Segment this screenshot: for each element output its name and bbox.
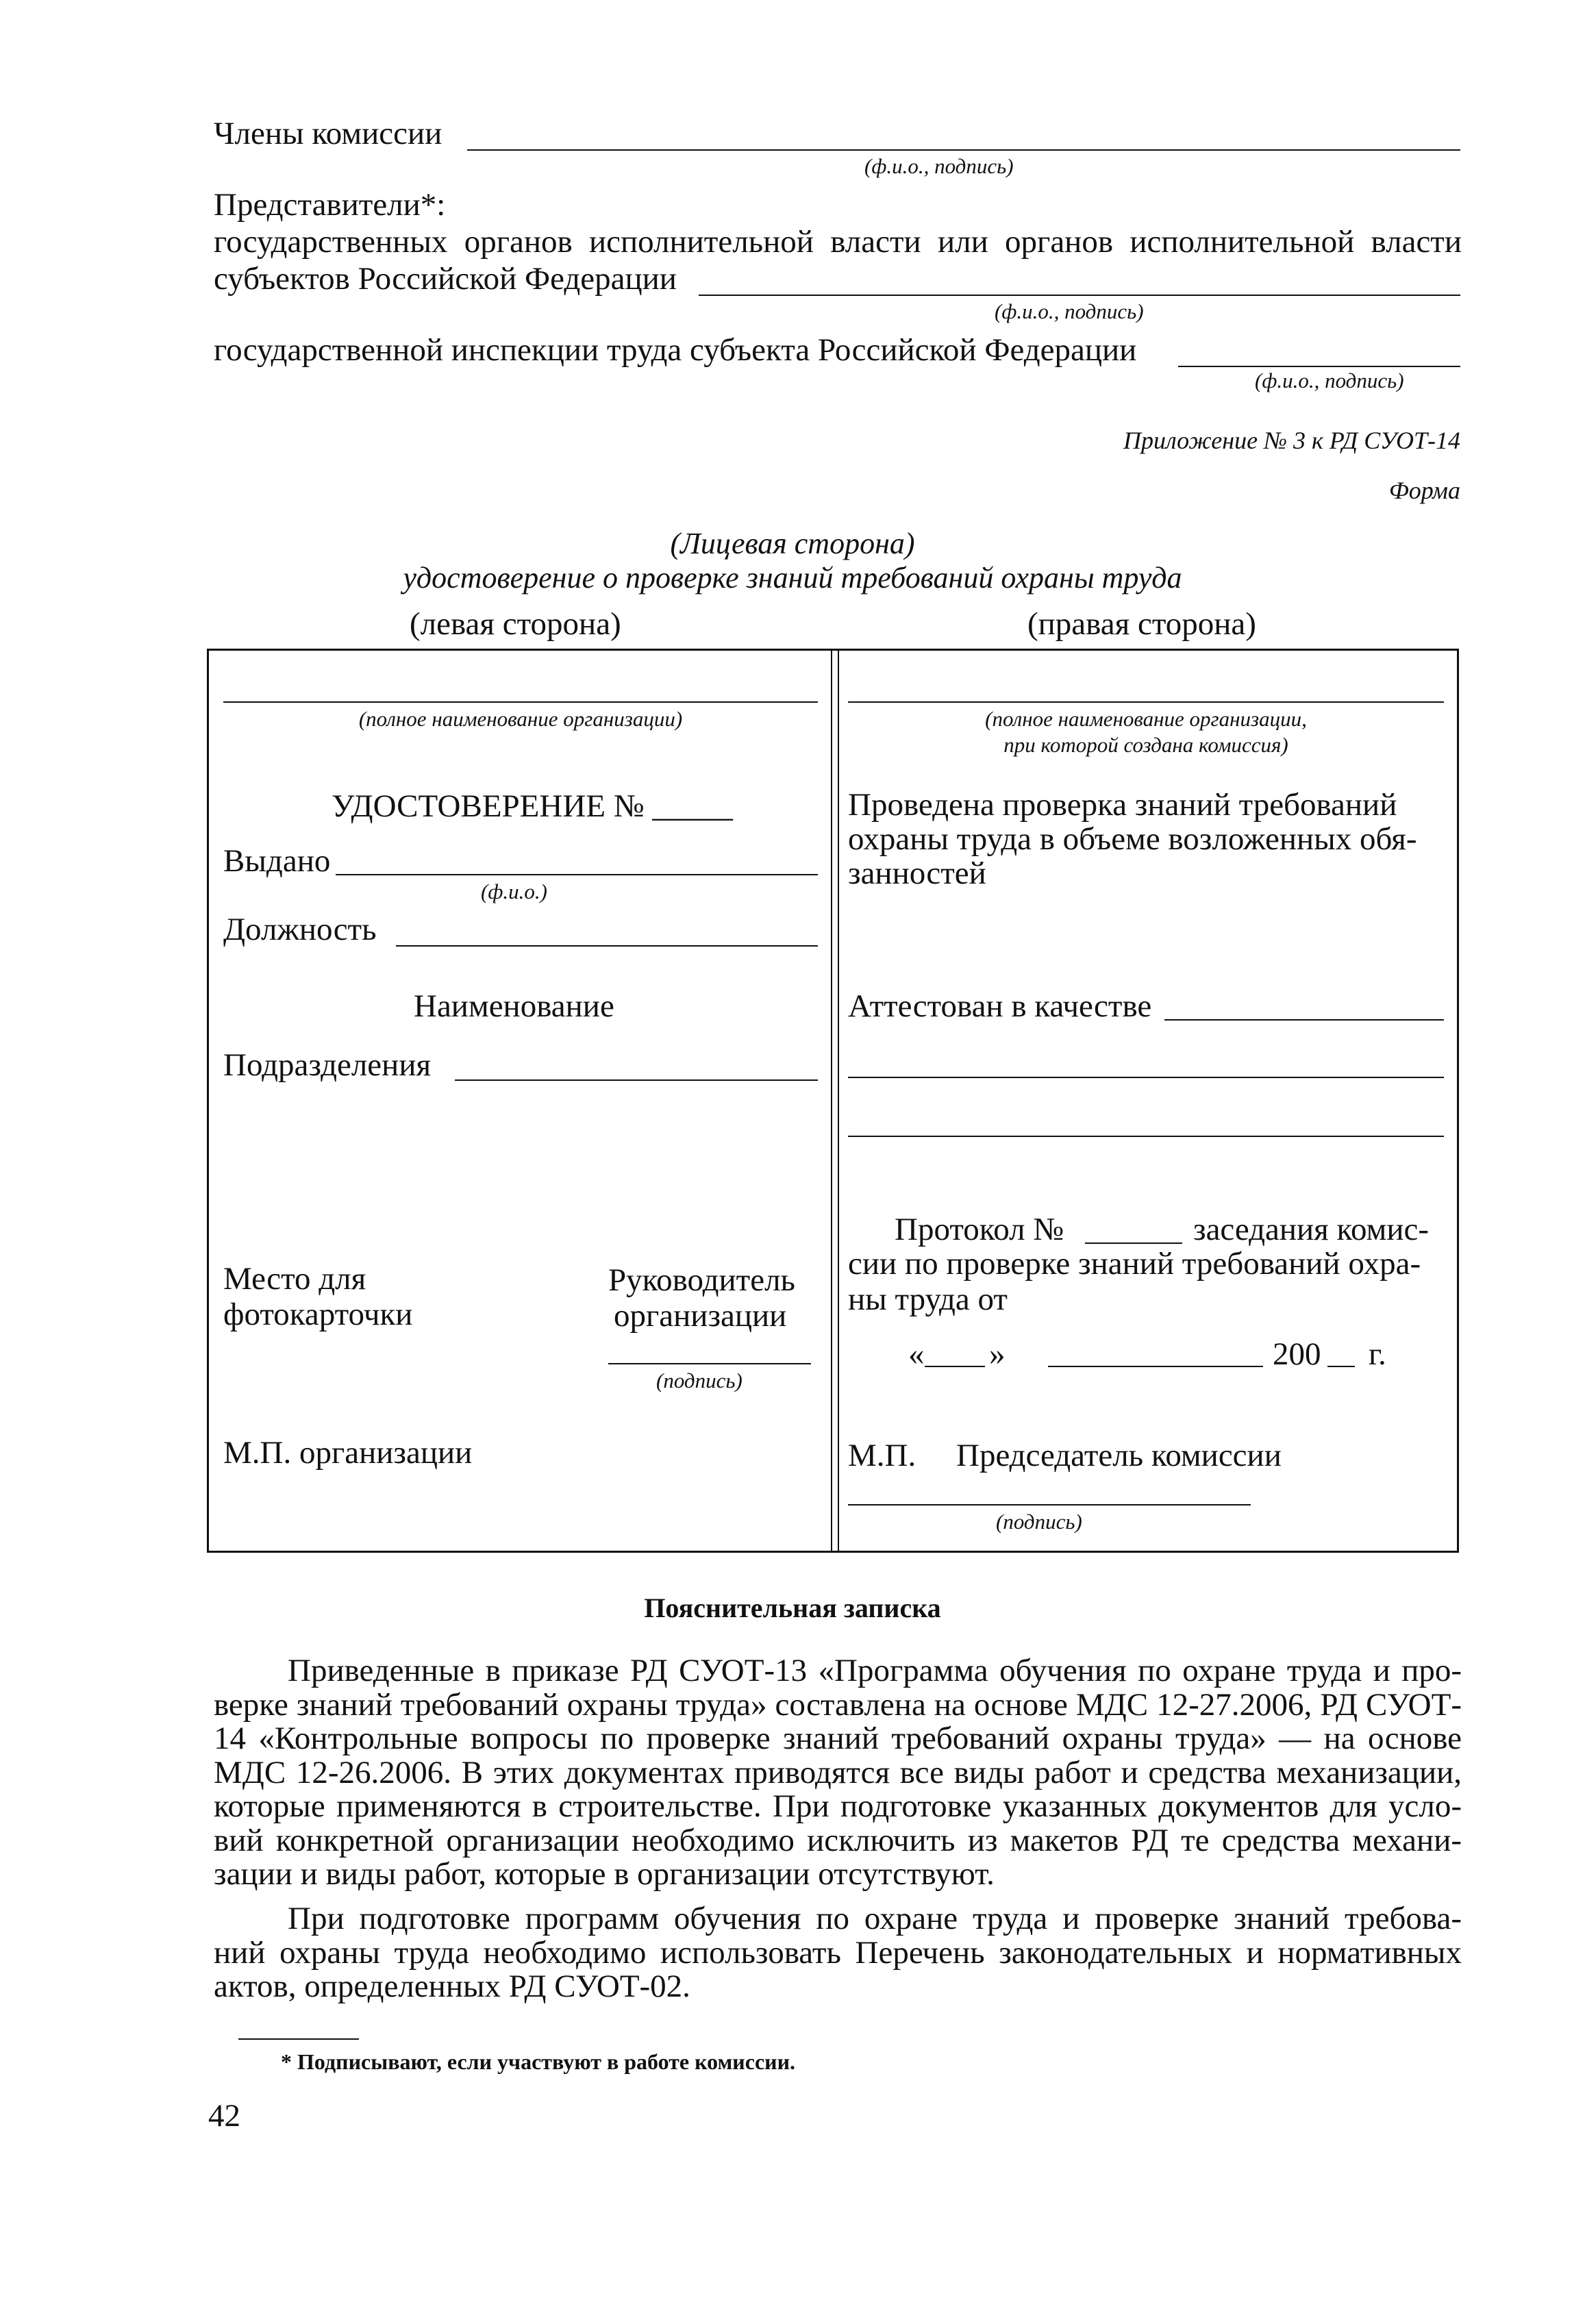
gov-bodies-line-1: государственных органов исполнительной власти или органов исполнительной власти xyxy=(214,224,1462,260)
right-org-caption-2: при которой создана комиссия) xyxy=(1003,733,1288,757)
issued-label: Выдано xyxy=(223,843,331,879)
position-line xyxy=(396,945,818,947)
inspection-signature-line xyxy=(1178,366,1460,367)
date-year-suffix: г. xyxy=(1369,1336,1386,1372)
members-caption: (ф.и.о., подпись) xyxy=(864,154,1014,178)
note-line: МДС 12-26.2006. В этих документах приводятся все виды работ и средства механизации, xyxy=(214,1754,1462,1790)
note-line: Приведенные в приказе РД СУОТ-13 «Программа обучения по охране труда и про- xyxy=(288,1653,1462,1688)
appendix-reference: Приложение № 3 к РД СУОТ-14 xyxy=(1123,427,1460,454)
attested-line-1 xyxy=(1164,1019,1444,1021)
page-number: 42 xyxy=(208,2098,240,2134)
members-signature-line xyxy=(467,149,1460,151)
left-side-label: (левая сторона) xyxy=(410,606,621,642)
gov-signature-line xyxy=(699,295,1460,296)
right-org-caption-1: (полное наименование организации, xyxy=(985,707,1307,731)
photo-place-label-1: Место для xyxy=(223,1261,366,1297)
chairman-signature-line xyxy=(848,1504,1251,1505)
note-title: Пояснительная записка xyxy=(644,1592,941,1623)
footnote: * Подписывают, если участвуют в работе комиссии. xyxy=(281,2049,796,2074)
note-line: верке знаний требований охраны труда» составлена на основе МДС 12-27.2006, РД СУОТ- xyxy=(214,1686,1462,1723)
left-org-caption: (полное наименование организации) xyxy=(358,707,683,731)
inspection-caption: (ф.и.о., подпись) xyxy=(1255,368,1404,392)
footnote-separator xyxy=(238,2038,359,2040)
attested-line-2 xyxy=(848,1077,1444,1078)
date-year-line xyxy=(1327,1366,1355,1367)
form-label: Форма xyxy=(1388,477,1460,504)
members-label: Члены комиссии xyxy=(214,116,442,151)
date-year: 200 xyxy=(1273,1336,1321,1372)
certificate-divider-inner xyxy=(838,649,839,1553)
certificate-box xyxy=(207,649,1459,1553)
issued-line xyxy=(336,874,818,875)
date-day-line xyxy=(925,1366,985,1367)
note-line: ний охраны труда необходимо использовать Перечень законодательных и нормативных xyxy=(214,1934,1462,1971)
head-signature-caption: (подпись) xyxy=(656,1369,742,1392)
attested-label: Аттестован в качестве xyxy=(848,988,1152,1024)
note-line: зации и виды работ, которые в организации отсутствуют. xyxy=(214,1856,995,1892)
protocol-number-line xyxy=(1085,1242,1182,1244)
gov-caption: (ф.и.о., подпись) xyxy=(995,299,1144,323)
inspection-line: государственной инспекции труда субъекта Российской Федерации xyxy=(214,332,1137,368)
attested-line-3 xyxy=(848,1136,1444,1137)
check-text-1: Проведена проверка знаний требований xyxy=(848,787,1397,823)
head-label-1: Руководитель xyxy=(608,1262,795,1298)
note-line: вий конкретной организации необходимо исключить из макетов РД те средства механи- xyxy=(214,1822,1462,1858)
check-text-2: охраны труда в объеме возложенных обя- xyxy=(848,821,1417,857)
protocol-text-2: сии по проверке знаний требований охра- xyxy=(848,1246,1421,1282)
certificate-number: УДОСТОВЕРЕНИЕ № _____ xyxy=(332,788,733,824)
chairman-signature-caption: (подпись) xyxy=(996,1510,1082,1534)
right-seal-label: М.П. xyxy=(848,1438,916,1473)
protocol-label: Протокол № xyxy=(895,1212,1064,1247)
head-signature-line xyxy=(608,1363,811,1364)
photo-place-label-2: фотокарточки xyxy=(223,1297,413,1332)
division-line xyxy=(455,1079,818,1081)
note-line: актов, определенных РД СУОТ-02. xyxy=(214,1969,690,2004)
chairman-label: Председатель комиссии xyxy=(956,1438,1282,1473)
check-text-3: занностей xyxy=(848,855,986,891)
note-line: которые применяются в строительстве. При подготовке указанных документов для усло- xyxy=(214,1788,1462,1824)
issued-fio-caption: (ф.и.о.) xyxy=(481,879,547,903)
right-org-name-line xyxy=(848,701,1444,703)
gov-bodies-line-2: субъектов Российской Федерации xyxy=(214,261,677,297)
note-line: При подготовке программ обучения по охране труда и проверке знаний требова- xyxy=(288,1901,1462,1936)
naming-label: Наименование xyxy=(414,988,614,1024)
left-seal-label: М.П. организации xyxy=(223,1435,473,1471)
certificate-divider-outer xyxy=(831,649,832,1553)
position-label: Должность xyxy=(223,912,377,947)
left-org-name-line xyxy=(223,701,818,703)
date-quote-close: » xyxy=(989,1336,1006,1372)
right-side-label: (правая сторона) xyxy=(1027,606,1256,642)
date-quote-open: « xyxy=(908,1336,925,1372)
certificate-form-name: удостоверение о проверке знаний требований охраны труда xyxy=(403,561,1182,595)
note-line: 14 «Контрольные вопросы по проверке знаний требований охраны труда» — на основе xyxy=(214,1721,1462,1756)
division-label: Подразделения xyxy=(223,1047,432,1083)
protocol-text-3: ны труда от xyxy=(848,1282,1008,1317)
representatives-label: Представители*: xyxy=(214,187,446,223)
date-month-line xyxy=(1048,1366,1263,1367)
protocol-session-text: заседания комис- xyxy=(1193,1212,1430,1247)
head-label-2: организации xyxy=(614,1298,787,1334)
front-side-label: (Лицевая сторона) xyxy=(670,527,915,560)
